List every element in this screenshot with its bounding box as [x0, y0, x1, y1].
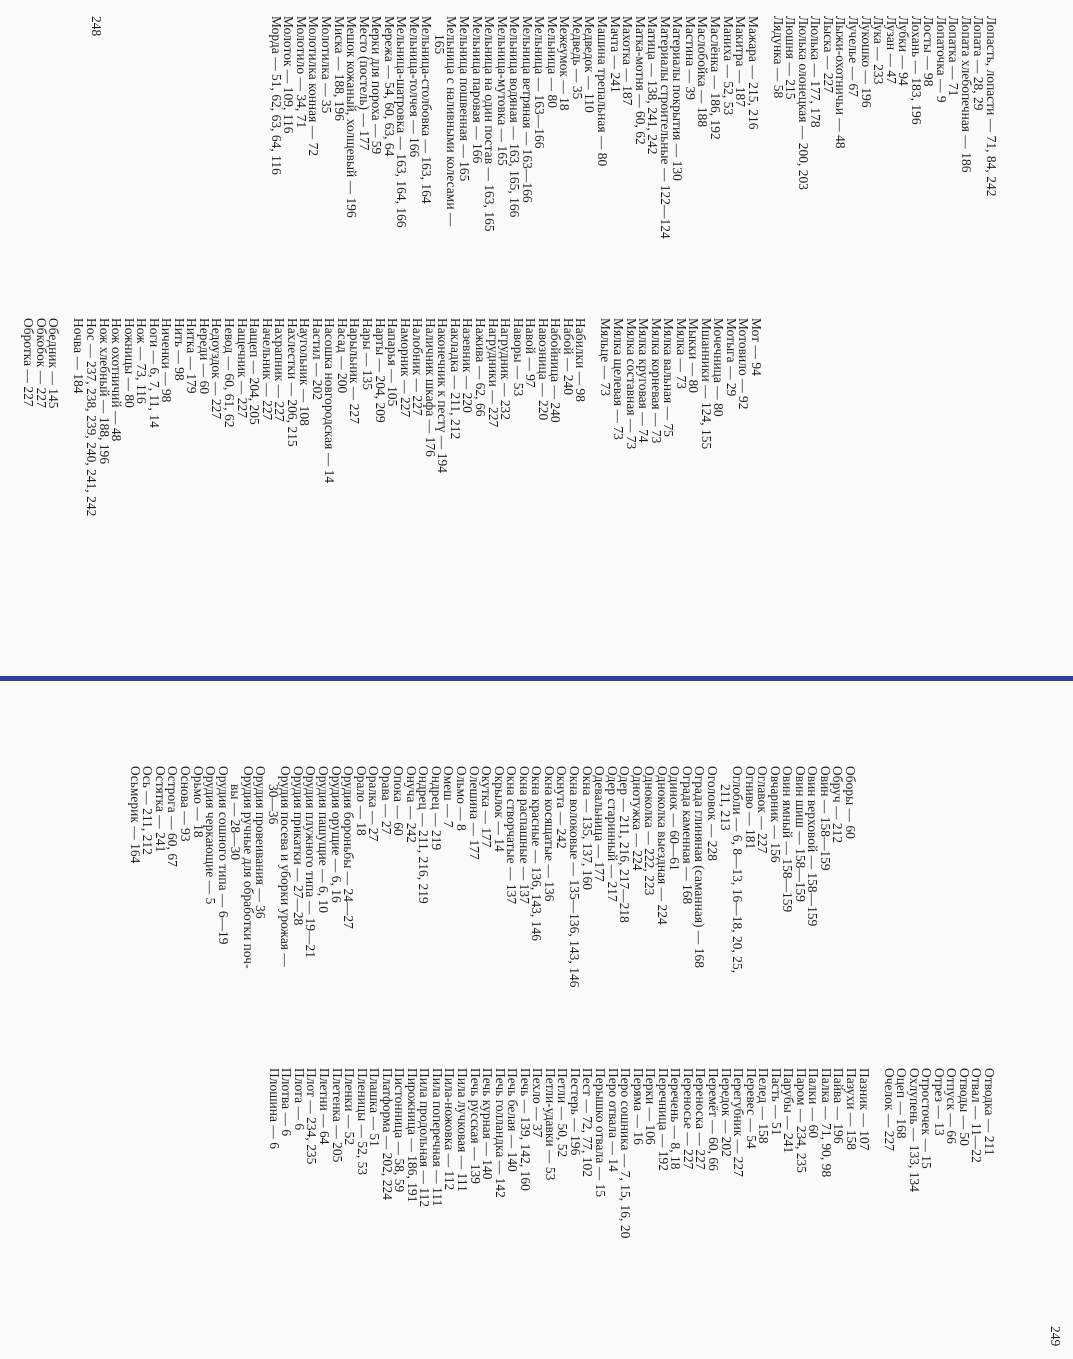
index-entry: Перемёт — 60, 66	[705, 1068, 721, 1171]
index-entry: Мотыга — 29	[723, 318, 739, 397]
index-entry: Лубки — 94	[896, 16, 912, 86]
index-entry: Ноги — 6, 7, 11, 14	[146, 318, 162, 428]
index-entry: Нарты — 204, 209	[372, 318, 388, 423]
index-entry: Орудия орущие — 6, 16	[328, 766, 344, 903]
index-entry: Орудия посева и уборки урожая —	[278, 766, 294, 967]
index-entry: 165	[431, 34, 447, 55]
index-entry: Окна косящатые — 136	[541, 766, 557, 902]
index-entry: Одер старинный — 217	[604, 766, 620, 902]
index-entry: Обруч — 212	[830, 766, 846, 844]
index-entry: Нож — 73, 116	[134, 318, 150, 404]
index-entry: Лопаточка — 9	[933, 16, 949, 103]
index-entry: Перегубник — 227	[731, 1068, 747, 1177]
index-entry: Насошка новгородская — 14	[322, 318, 338, 484]
index-entry: Наконечник к пестү — 194	[435, 318, 451, 473]
index-entry: Медведок — 110	[582, 16, 598, 113]
index-entry: Ножницы — 80	[121, 318, 137, 408]
index-entry: Мельница — 163—166	[532, 16, 548, 149]
index-entry: Перечница — 192	[655, 1068, 671, 1172]
index-entry: Мельница-толчея — 166	[406, 16, 422, 158]
index-entry: Маслёнка — 186, 192	[707, 16, 723, 140]
index-entry: Налобник — 227	[410, 318, 426, 416]
index-entry: Лукошко — 196	[858, 16, 874, 108]
index-entry: Овин ямный — 158—159	[780, 766, 796, 913]
index-entry: Макитра — 187	[733, 16, 749, 107]
index-entry: Недоуздок — 227	[209, 318, 225, 420]
index-entry: Матка-мотня — 60, 62	[632, 16, 648, 145]
index-entry: Мачта — 241	[607, 16, 623, 93]
index-entry: Лучелье — 67	[845, 16, 861, 97]
index-entry: Наморник — 227	[397, 318, 413, 418]
index-entry: Мялка корневая — 73	[648, 318, 664, 444]
index-entry: Охлупень — 133, 134	[906, 1068, 922, 1193]
index-entry: Перышко отвала — 15	[593, 1068, 609, 1198]
index-entry: Перечень — 8, 18	[668, 1068, 684, 1170]
index-entry: Перяма — 16	[630, 1068, 646, 1145]
index-entry: Мыкки — 80	[686, 318, 702, 394]
index-entry: Орудия плужного типа — 19—21	[303, 766, 319, 958]
index-entry: Набилки — 98	[573, 318, 589, 403]
index-entry: Оралка — 27	[366, 766, 382, 842]
index-entry	[59, 318, 72, 516]
index-entry: Ольмо — 8	[454, 766, 470, 831]
index-entry: Насад — 200	[334, 318, 350, 394]
index-entry: Межеумок — 18	[557, 16, 573, 111]
index-entry: Нащечник — 227	[234, 318, 250, 418]
index-entry: Перки — 106	[643, 1068, 659, 1145]
index-entry: Мельница паровая — 166	[469, 16, 485, 164]
index-entry: Мастина — 39	[682, 16, 698, 100]
index-entry: Медведь — 35	[569, 16, 585, 100]
index-entry: Лохань — 183, 196	[908, 16, 924, 125]
index-entry: Нажива — 62, 66	[472, 318, 488, 417]
index-entry: Лопасть, лопасти — 71, 84, 242	[984, 16, 999, 197]
index-entry: Перо сошника — 7, 15, 16, 20	[618, 1068, 634, 1239]
index-entry: Острога — 60, 67	[165, 766, 181, 867]
index-entry: Пестерь — 196	[567, 1068, 583, 1156]
index-entry: Молотило — 34, 71	[293, 16, 309, 129]
index-entry: Мялка щелевая — 73	[610, 318, 626, 440]
index-entry: Отпуск — 66	[944, 1068, 960, 1144]
index-column-3	[128, 766, 856, 987]
index-entry: Пленицы — 52, 53	[354, 1068, 370, 1176]
index-entry: Отвал — 11—22	[969, 1068, 985, 1163]
index-entry: Пила лучковая — 111	[455, 1068, 471, 1192]
index-entry: Олешина — 177	[466, 766, 482, 860]
index-entry: Овин верховой — 158—159	[805, 766, 821, 927]
index-entry: Люлька олонецкая — 200, 203	[795, 16, 811, 191]
index-entry: Отводы — 50	[956, 1068, 972, 1146]
index-entry: Лопатка — 71	[946, 16, 962, 97]
index-entry: Окна — 135, 137, 160	[579, 766, 595, 891]
index-entry: Пелед — 158	[756, 1068, 772, 1144]
index-entry: Овин — 158—159	[817, 766, 833, 871]
index-entry: Нагрудники — 227	[485, 318, 501, 428]
index-entry: Ондрец — 211, 216, 219	[416, 766, 432, 904]
index-entry: Пила-ножовка — 112	[442, 1068, 458, 1191]
index-entry: Печь голландка — 142	[492, 1068, 508, 1198]
index-entry: Окрылок — 14	[491, 766, 507, 852]
index-entry: Махотка — 187	[620, 16, 636, 106]
index-entry: Оголовок — 228	[704, 766, 720, 862]
index-entry: Мешок кожаный, холщевый — 196	[344, 16, 360, 218]
index-entry: Печь белая — 140	[505, 1068, 521, 1172]
index-entry: Нить — 98	[171, 318, 187, 381]
index-entry: Пехло — 37	[530, 1068, 546, 1138]
index-entry: Нереди — 60	[196, 318, 212, 395]
index-entry: Окна волоковые — 135—136, 143, 146	[566, 766, 582, 988]
index-entry: Лузан — 47	[883, 16, 899, 84]
index-entry: Оборы — 60	[843, 766, 858, 839]
index-entry: Навозница — 220	[535, 318, 551, 421]
index-entry: Мот — 94	[749, 318, 764, 376]
index-entry: Мочечница — 80	[711, 318, 727, 417]
index-entry: Лопата хлебопечная — 186	[958, 16, 974, 173]
index-entry: Овчарник — 156	[767, 766, 783, 863]
index-entry: Палки — 60	[806, 1068, 822, 1139]
index-entry: Лыжи-охотничьи — 48	[833, 16, 849, 149]
index-entry: Нож охотничий — 48	[109, 318, 125, 442]
index-entry: Орудия ручные для обработки поч-	[240, 766, 256, 969]
page-number-249: 249	[1048, 1326, 1063, 1347]
index-entry: Орудия черкающие — 5	[203, 766, 219, 905]
index-entry: Платформа — 202, 224	[379, 1068, 395, 1200]
index-entry: Печь курная — 140	[480, 1068, 496, 1180]
index-entry: Пасть — 51	[768, 1068, 784, 1136]
index-entry: Пазухи — 158	[843, 1068, 859, 1150]
index-entry: Паром — 234, 235	[793, 1068, 809, 1173]
index-entry: Мельница ветряная — 163—166	[519, 16, 535, 203]
index-entry: Одноколка — 222, 223	[642, 766, 658, 896]
index-entry: Мережа — 54, 60, 63, 64	[381, 16, 397, 157]
index-entry: Осьмерик — 164	[127, 766, 143, 864]
index-entry: Мельница-мутовка — 165	[494, 16, 510, 166]
index-entry: Машина трепальная — 80	[595, 16, 611, 167]
index-entry: Наворы — 53	[510, 318, 526, 397]
index-entry: Омеш — 7	[441, 766, 457, 828]
index-entry: Одноколка выездная — 224	[654, 766, 670, 925]
index-entry: Перевес — 54	[743, 1068, 759, 1149]
index-entry: Накладка — 211, 212	[447, 318, 463, 440]
index-entry: Материалы строительные — 122—124	[657, 16, 673, 239]
index-entry: Оцеп — 168	[894, 1068, 910, 1139]
index-entry: Мажара — 215, 216	[745, 16, 761, 130]
index-entry: Онуча — 242	[403, 766, 419, 843]
index-entry: Лыска — 227	[820, 16, 836, 93]
index-entry: Настил — 202	[309, 318, 325, 401]
index-entry: Пила продольная — 112	[417, 1068, 433, 1208]
index-entry: Обротка — 227	[21, 318, 37, 407]
index-entry	[586, 318, 599, 516]
index-entry: Напарья — 105	[385, 318, 401, 407]
index-entry: Набойница — 240	[548, 318, 564, 423]
index-entry: Ниченки — 98	[159, 318, 175, 403]
index-entry: Оглавок — 227	[755, 766, 771, 854]
index-entry: Остятка — 241	[152, 766, 168, 853]
index-entry: Пазник — 107	[856, 1068, 872, 1151]
index-entry: Плетни — 64	[317, 1068, 333, 1145]
index-entry: Миска — 188, 196	[331, 16, 347, 122]
index-entry: Орава — 27	[378, 766, 394, 835]
index-entry: Нахлестки — 206, 215	[284, 318, 300, 447]
index-entry: Орудия сошного типа — 6—19	[215, 766, 231, 945]
index-entry: Окна створчатые — 137	[504, 766, 520, 905]
index-entry: Орудия бороньбы — 24—27	[341, 766, 357, 929]
index-entry: Плота — 6	[291, 1068, 307, 1131]
index-entry: Лука — 233	[871, 16, 887, 85]
book-page-top	[0, 0, 1073, 676]
index-entry: Нос — 237, 238, 239, 240, 241, 242	[84, 318, 100, 517]
index-entry: Орало — 18	[353, 766, 369, 836]
index-entry: Переноска — 227	[693, 1068, 709, 1170]
index-entry: Мельница — 80	[544, 16, 560, 109]
index-entry: Пила поперечная — 111	[429, 1068, 445, 1207]
index-entry: Нахрапник — 227	[272, 318, 288, 422]
index-entry: Место (постель) — 177	[356, 16, 372, 151]
index-entry: Начельник — 227	[259, 318, 275, 421]
index-entry: Нож хлебный — 188, 196	[96, 318, 112, 465]
index-entry: Пайва — 196	[831, 1068, 847, 1144]
index-entry: Плашка — 51	[367, 1068, 383, 1147]
index-column-1	[269, 16, 997, 239]
index-entry: Маслобойка — 188	[695, 16, 711, 128]
index-entry: Пирожница — 186, 191	[404, 1068, 420, 1203]
index-entry: Пистонница — 58, 59	[392, 1068, 408, 1193]
index-entry: Нащеп — 204, 205	[247, 318, 263, 425]
index-entry: Отросточек — 15	[919, 1068, 935, 1169]
index-entry: Орудия пашущие — 6, 10	[316, 766, 332, 914]
index-entry: Нагрудник — 232	[498, 318, 514, 421]
index-entry: Печь — 139, 142, 160	[517, 1068, 533, 1191]
index-entry: Плетенка — 205	[329, 1068, 345, 1163]
index-entry: Обкобок — 227	[33, 318, 49, 408]
index-entry: Очелок — 227	[881, 1068, 897, 1152]
index-entry: Одинок — 60—61	[667, 766, 683, 871]
index-entry: Перо отвала — 14	[605, 1068, 621, 1172]
index-entry: Люшня — 215	[783, 16, 799, 100]
index-entry: Набой — 240	[560, 318, 576, 396]
index-entry: Петли — 50, 52	[555, 1068, 571, 1158]
index-entry: Пленки — 52	[342, 1068, 358, 1146]
index-entry: Овин шиш — 158—159	[792, 766, 808, 903]
index-entry: Наугольник — 108	[297, 318, 313, 426]
index-entry: Лосты — 98	[921, 16, 937, 87]
index-entry: Мельница пошвенная — 165	[457, 16, 473, 182]
index-entry: Наличник шкафа — 176	[422, 318, 438, 457]
index-entry: Молотилка конная — 72	[306, 16, 322, 157]
index-entry: Мотовило — 92	[736, 318, 752, 410]
index-entry: Мялка круговая — 74	[636, 318, 652, 443]
index-entry: Ось — 211, 212	[140, 766, 156, 855]
index-entry: Мяльце — 73	[598, 318, 614, 396]
index-entry: Люлька — 177, 178	[808, 16, 824, 128]
index-entry: Одевальница — 177	[592, 766, 608, 882]
book-page-bottom	[0, 681, 1073, 1359]
index-entry: Опока — 60	[391, 766, 407, 836]
index-entry: Передок — 202	[718, 1068, 734, 1157]
index-entry: Мерки для пороха — 59	[369, 16, 385, 155]
index-entry: Орудия прикатки — 27—28	[290, 766, 306, 926]
index-entry: Ондрец — 219	[428, 766, 444, 851]
index-entry: Пест — 72, 77, 102	[580, 1068, 596, 1177]
index-entry: Мельница водяная — 163, 165, 166	[507, 16, 523, 218]
index-entry: Переносье — 227	[680, 1068, 696, 1170]
index-entry: Оглобли — 6, 8—13, 16—18, 20, 25,	[730, 766, 746, 974]
index-entry: 211, 213	[717, 784, 733, 831]
index-entry: Палка — 71, 90, 98	[818, 1068, 834, 1178]
index-entry: Парубы — 241	[781, 1068, 797, 1154]
index-entry: Обедник — 145	[46, 318, 62, 409]
index-entry: Навой — 97	[523, 318, 539, 388]
index-entry: Отводка — 211	[982, 1068, 997, 1156]
index-entry: Печь русская — 139	[467, 1068, 483, 1185]
index-entry: вы — 28—30	[228, 784, 244, 861]
index-entry: Молоток — 109, 116	[281, 16, 297, 134]
index-entry: Окна красные — 136, 143, 146	[529, 766, 545, 941]
index-entry: Однотужка — 224	[629, 766, 645, 871]
index-column-2	[22, 318, 762, 516]
index-entry: Орудия провеивания — 36	[253, 766, 269, 919]
index-entry: Ночва — 184	[71, 318, 87, 394]
index-entry: Манихa — 52, 53	[720, 16, 736, 116]
index-entry: Одер — 211, 216, 217—218	[617, 766, 633, 923]
index-entry: Мшанники — 124, 155	[698, 318, 714, 450]
index-entry: Материалы покрытия — 130	[670, 16, 686, 181]
index-column-4	[267, 1068, 995, 1238]
index-entry: Окутка — 177	[479, 766, 495, 848]
page-number-248: 248	[89, 16, 104, 37]
index-entry: Мельница-столбовка — 163, 164	[419, 16, 435, 204]
index-entry: Нары — 135	[360, 318, 376, 390]
index-entry: Молотилка — 35	[319, 16, 335, 114]
index-entry: Невод — 60, 61, 62	[222, 318, 238, 428]
index-entry: Мялка составная — 73	[623, 318, 639, 450]
index-entry: Основа — 93	[178, 766, 194, 842]
index-entry: Мельница с наливными колесами —	[444, 16, 460, 227]
index-entry: Отрез — 13	[931, 1068, 947, 1136]
index-entry: Окна распашные — 137	[516, 766, 532, 904]
index-entry: 30—36	[265, 784, 281, 825]
index-entry: Орьмо — 18	[190, 766, 206, 838]
index-entry: Нарыльник — 227	[347, 318, 363, 424]
index-entry: Нитка — 179	[184, 318, 200, 394]
index-entry: Окнута — 242	[554, 766, 570, 849]
index-entry: Ограда каменная — 168	[679, 766, 695, 905]
index-entry: Петли-удавки — 53	[542, 1068, 558, 1181]
index-entry: Плошина — 6	[266, 1068, 282, 1149]
index-entry: Матица — 138, 241, 242	[645, 16, 661, 155]
index-entry: Мялка вальная — 75	[661, 318, 677, 437]
index-entry: Лопата — 28, 29	[971, 16, 987, 111]
index-entry: Мельница на один постав — 163, 165	[482, 16, 498, 232]
index-entry: Мялка — 73	[673, 318, 689, 389]
index-entry: Ограда глиняная (саманная) — 168	[692, 766, 708, 969]
index-entry: Назевник — 220	[460, 318, 476, 413]
index-entry: Плот — 234, 235	[304, 1068, 320, 1165]
index-entry: Плотва — 6	[279, 1068, 295, 1137]
index-entry: Огниво — 181	[742, 766, 758, 850]
index-entry: Лядунка — 58	[770, 16, 786, 99]
index-entry: Мельница-шатровка — 163, 164, 166	[394, 16, 410, 228]
index-entry: Морда — 51, 62, 63, 64, 116	[268, 16, 284, 175]
